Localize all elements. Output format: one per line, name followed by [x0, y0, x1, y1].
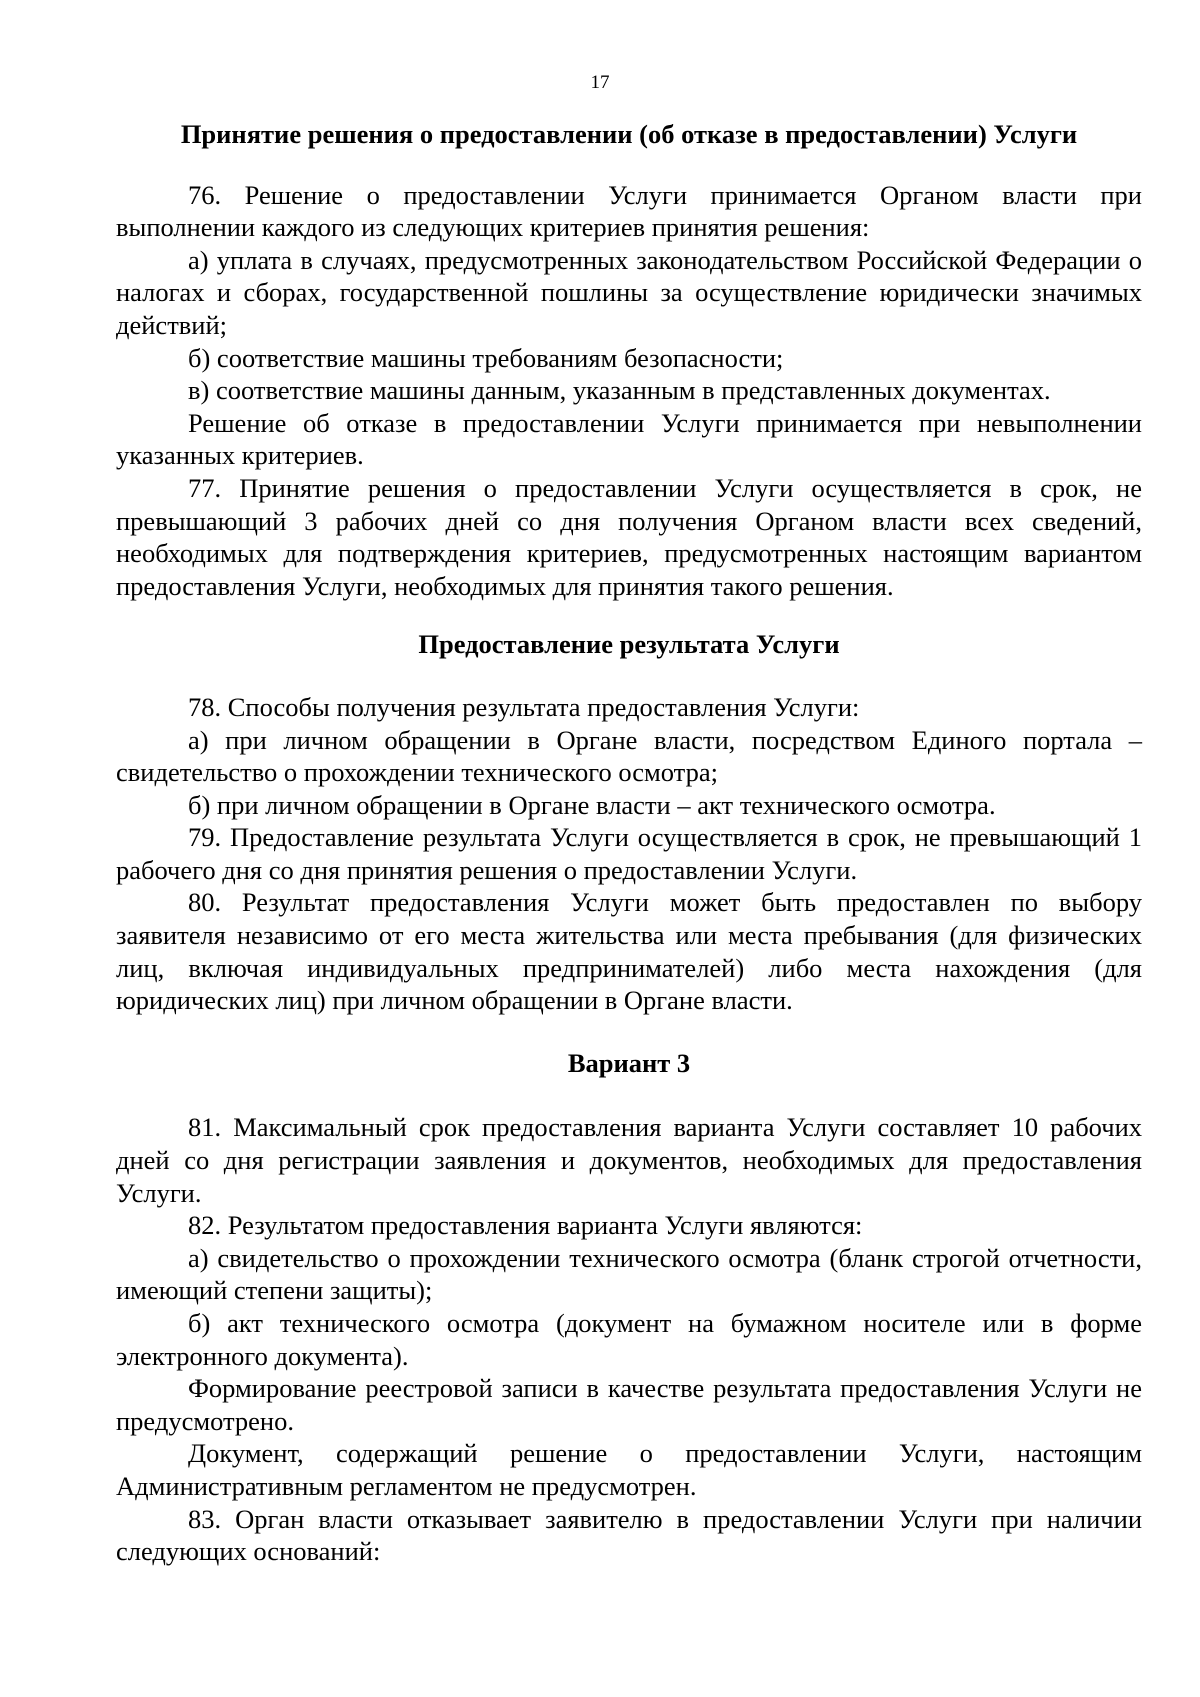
paragraph: Решение об отказе в предоставлении Услуги принимается при невыполнении указанных критериев. — [116, 407, 1142, 471]
paragraph: 78. Способы получения результата предоставления Услуги: — [188, 691, 860, 722]
document-body — [116, 118, 1142, 1568]
paragraph: 77. Принятие решения о предоставлении Услуги осуществляется в срок, не превышающий 3 рабочих дней со дня получения Органом власти всех сведений, необходимых для подтверждения критериев, предусмотренных настоящим вариантом предоставления Услуги, необходимых для принятия такого решения. — [116, 472, 1142, 601]
paragraph: Документ, содержащий решение о предоставлении Услуги, настоящим Административным регламентом не предусмотрен. — [116, 1438, 1142, 1501]
paragraph: 76. Решение о предоставлении Услуги принимается Органом власти при выполнении каждого из следующих критериев принятия решения: — [116, 179, 1142, 243]
paragraph: а) при личном обращении в Органе власти, посредством Единого портала – свидетельство о прохождении технического осмотра; — [116, 724, 1142, 788]
section-heading: Предоставление результата Услуги — [418, 629, 840, 660]
paragraph: 79. Предоставление результата Услуги осуществляется в срок, не превышающий 1 рабочего дня со дня принятия решения о предоставлении Услуги. — [116, 822, 1142, 885]
paragraph: 82. Результатом предоставления варианта Услуги являются: — [188, 1210, 863, 1241]
paragraph: а) свидетельство о прохождении технического осмотра (бланк строгой отчетности, имеющий степени защиты); — [116, 1242, 1142, 1306]
paragraph: б) акт технического осмотра (документ на бумажном носителе или в форме электронного документа). — [116, 1308, 1142, 1371]
paragraph: а) уплата в случаях, предусмотренных законодательством Российской Федерации о налогах и сборах, государственной пошлины за осуществление юридически значимых действий; — [116, 244, 1142, 340]
paragraph: 80. Результат предоставления Услуги может быть предоставлен по выбору заявителя независимо от его места жительства или места пребывания (для физических лиц, включая индивидуальных предпринимателей) либо места нахождения (для юридических лиц) при личном обращении в Органе власти. — [116, 887, 1142, 1016]
section-heading: Вариант 3 — [567, 1047, 691, 1078]
paragraph: 83. Орган власти отказывает заявителю в предоставлении Услуги при наличии следующих оснований: — [116, 1503, 1142, 1567]
paragraph: 81. Максимальный срок предоставления варианта Услуги составляет 10 рабочих дней со дня регистрации заявления и документов, необходимых для предоставления Услуги. — [116, 1112, 1142, 1208]
paragraph: в) соответствие машины данным, указанным в представленных документах. — [188, 375, 1051, 406]
paragraph: б) при личном обращении в Органе власти – акт технического осмотра. — [188, 789, 996, 820]
page-number: 17 — [590, 72, 610, 93]
paragraph: Формирование реестровой записи в качестве результата предоставления Услуги не предусмотрено. — [116, 1373, 1142, 1436]
paragraph: б) соответствие машины требованиям безопасности; — [188, 342, 784, 373]
section-heading: Принятие решения о предоставлении (об отказе в предоставлении) Услуги — [180, 119, 1078, 149]
